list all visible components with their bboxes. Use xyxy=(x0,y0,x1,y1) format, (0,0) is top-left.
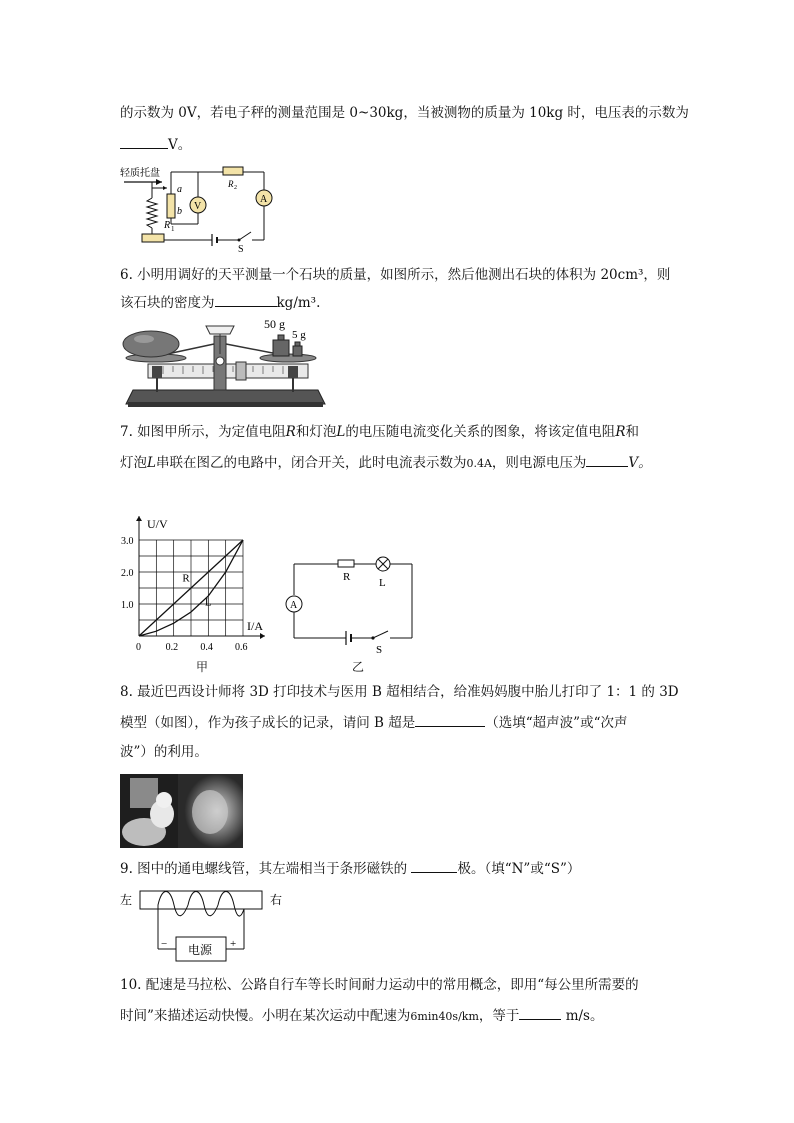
switch-label: S xyxy=(376,644,383,656)
ultrasound-model-photo xyxy=(120,774,243,848)
plus-terminal: + xyxy=(230,938,237,950)
q8-line3: 波”）的利用。 xyxy=(120,744,208,760)
q6-answer-blank[interactable] xyxy=(215,292,277,307)
q7-line2: 灯泡L串联在图乙的电路中，闭合开关，此时电流表示数为0.4A，则电源电压为 V。 xyxy=(120,452,652,474)
right-label: 右 xyxy=(270,893,283,907)
q8-line2: 模型（如图），作为孩子成长的记录，请问 B 超是 （选填“超声波”或“次声 xyxy=(120,712,627,733)
weight-50g-label: 50 g xyxy=(264,317,285,331)
solenoid-figure xyxy=(118,885,288,965)
svg-text:V: V xyxy=(194,201,202,212)
tray-label: 轻质托盘 xyxy=(120,168,160,179)
svg-text:1: 1 xyxy=(171,225,175,233)
series-label-R: R xyxy=(182,572,190,585)
svg-text:2: 2 xyxy=(234,185,237,191)
scale-circuit-figure xyxy=(118,160,283,255)
resistor-label: R xyxy=(343,571,351,583)
y-tick-label: 3.0 xyxy=(121,536,134,547)
balance-figure xyxy=(118,314,333,410)
x-axis-label: I/A xyxy=(247,619,263,633)
x-tick-label: 0.4 xyxy=(200,642,213,653)
series-label-L: L xyxy=(204,596,212,609)
svg-text:R: R xyxy=(164,220,171,231)
minus-terminal: − xyxy=(161,938,168,950)
q5-line1: 的示数为 0V，若电子秤的测量范围是 0~30kg，当被测物的质量为 10kg 时，电压表的示数为 xyxy=(120,105,689,121)
q7-answer-blank[interactable] xyxy=(586,452,628,467)
svg-text:A: A xyxy=(260,194,268,205)
power-label: 电源 xyxy=(188,943,213,957)
q9-line1: 9. 图中的通电螺线管，其左端相当于条形磁铁的 极。（填“N”或“S”） xyxy=(120,858,580,879)
weight-5g-label: 5 g xyxy=(292,329,306,341)
y-axis-label: U/V xyxy=(147,517,168,531)
x-tick-label: 0 xyxy=(136,642,141,653)
q6-line1: 6. 小明用调好的天平测量一个石块的质量，如图所示，然后他测出石块的体积为 20cm³，则 xyxy=(120,267,671,283)
lamp-label: L xyxy=(379,577,386,589)
q10-line2: 时间”来描述运动快慢。小明在某次运动中配速为6min40s/km，等于 m/s。 xyxy=(120,1005,603,1027)
x-tick-label: 0.2 xyxy=(165,642,179,653)
q6-line2: 该石块的密度为 kg/m³. xyxy=(120,292,320,313)
q5-line2 xyxy=(120,134,191,155)
ui-graph xyxy=(115,512,275,672)
q9-answer-blank[interactable] xyxy=(411,858,457,873)
q7-line1: 7. 如图甲所示，为定值电阻R和灯泡L的电压随电流变化关系的图象，将该定值电阻R和 xyxy=(120,424,639,440)
y-tick-label: 2.0 xyxy=(121,568,134,579)
q5-unit: V。 xyxy=(168,137,192,153)
y-axis-arrow xyxy=(136,516,142,521)
q10-answer-blank[interactable] xyxy=(519,1005,561,1020)
svg-text:a: a xyxy=(177,184,182,195)
y-tick-label: 1.0 xyxy=(121,600,134,611)
circuit-caption: 乙 xyxy=(352,660,365,674)
svg-text:b: b xyxy=(177,206,182,217)
series-circuit-figure xyxy=(282,548,422,660)
q5-answer-blank[interactable] xyxy=(120,134,168,149)
x-tick-label: 0.6 xyxy=(235,642,248,653)
q8-line1: 8. 最近巴西设计师将 3D 打印技术与医用 B 超相结合，给准妈妈腹中胎儿打印了 1：1 的 3D xyxy=(120,684,679,700)
q8-answer-blank[interactable] xyxy=(415,712,485,727)
q10-line1: 10. 配速是马拉松、公路自行车等长时间耐力运动中的常用概念，即用“每公里所需要的 xyxy=(120,977,639,993)
left-label: 左 xyxy=(120,893,133,907)
ammeter-label: A xyxy=(290,600,298,611)
graph-caption: 甲 xyxy=(196,660,209,674)
svg-text:S: S xyxy=(238,244,244,255)
x-axis-arrow xyxy=(260,633,265,639)
svg-text:R: R xyxy=(228,179,234,189)
